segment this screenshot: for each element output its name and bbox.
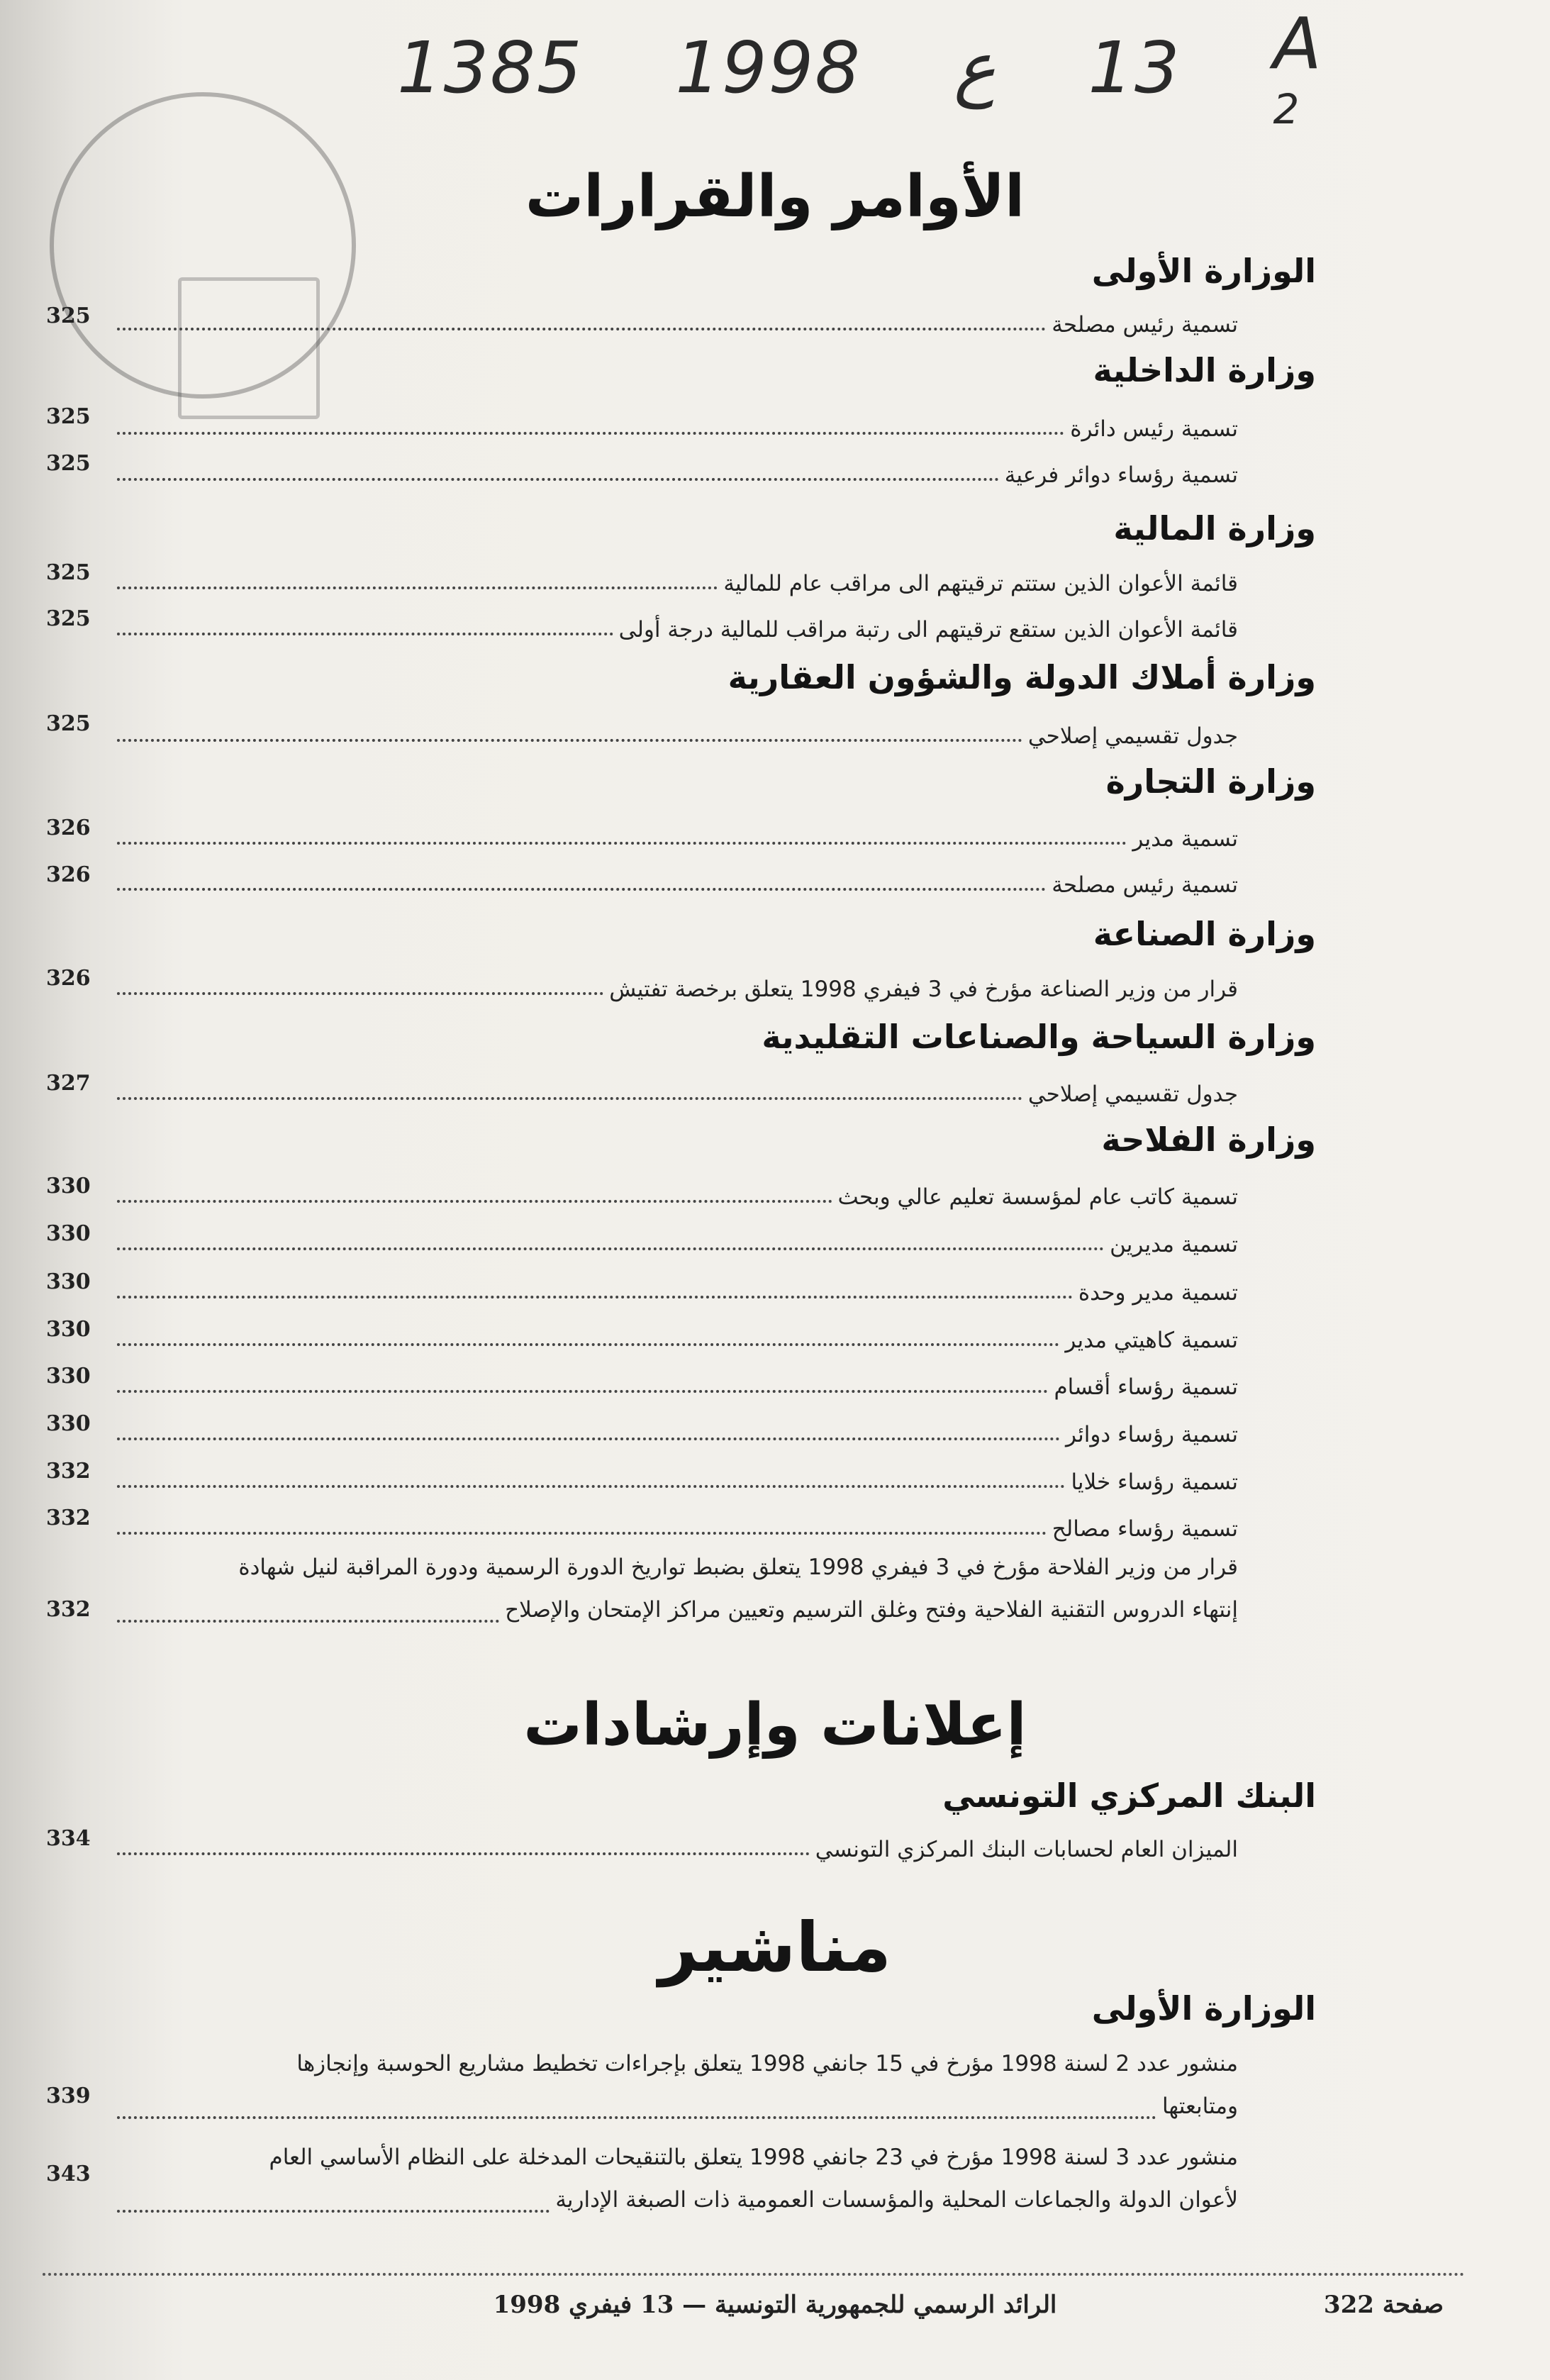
- toc-entry-multiline[interactable]: [117, 2136, 1238, 2221]
- section-heading-announcements: إعلانات وإرشادات: [523, 1691, 1027, 1759]
- toc-entry[interactable]: تسمية رئيس مصلحة: [117, 858, 1238, 898]
- toc-page-number: 325: [46, 451, 91, 476]
- handwritten-year: 1998: [675, 26, 862, 109]
- leader-dots: [117, 478, 999, 481]
- toc-page-number: 325: [46, 711, 91, 736]
- toc-page-number: 330: [46, 1317, 91, 1342]
- ministry-heading: الوزارة الأولى: [1091, 1989, 1316, 2028]
- toc-page-number: 330: [46, 1411, 91, 1436]
- toc-page-number: 332: [46, 1597, 91, 1622]
- footer-rule: [43, 2273, 1465, 2276]
- toc-entry[interactable]: قائمة الأعوان الذين ستتم ترقيتهم الى مراقب عام للمالية: [117, 557, 1238, 596]
- ministry-heading: وزارة الفلاحة: [1101, 1121, 1316, 1159]
- leader-dots: [117, 633, 613, 635]
- ministry-heading: وزارة الداخلية: [1093, 351, 1316, 389]
- leader-dots: [117, 1485, 1065, 1488]
- toc-page-number: 326: [46, 966, 91, 991]
- toc-page-number: 332: [46, 1459, 91, 1484]
- leader-dots: [117, 1343, 1059, 1346]
- leader-dots: [117, 432, 1064, 435]
- leader-dots: [117, 328, 1046, 330]
- leader-dots: [117, 842, 1127, 845]
- toc-entry-line: منشور عدد 3 لسنة 1998 مؤرخ في 23 جانفي 1998 يتعلق بالتنقيحات المدخلة على النظام الأساسي العام: [269, 2145, 1238, 2170]
- ministry-heading: البنك المركزي التونسي: [942, 1776, 1316, 1815]
- toc-entry-line: إنتهاء الدروس التقنية الفلاحية وفتح وغلق الترسيم وتعيين مراكز الإمتحان والإصلاح: [505, 1597, 1238, 1623]
- leader-dots: [117, 1200, 832, 1203]
- toc-page-number: 325: [46, 404, 91, 429]
- leader-dots: [117, 1852, 810, 1855]
- toc-entry-line: قرار من وزير الفلاحة مؤرخ في 3 فيفري 1998 يتعلق بضبط تواريخ الدورة الرسمية ودورة المراقبة لنيل شهادة: [238, 1555, 1238, 1580]
- ministry-heading: الوزارة الأولى: [1091, 252, 1316, 290]
- toc-entry[interactable]: قائمة الأعوان الذين ستقع ترقيتهم الى رتبة مراقب للمالية درجة أولى: [117, 603, 1238, 643]
- toc-page-number: 343: [46, 2162, 91, 2186]
- toc-entry-multiline[interactable]: [117, 1546, 1238, 1631]
- leader-dots: [117, 1532, 1047, 1535]
- page-footer: [0, 2291, 1550, 2333]
- toc-page-number: 325: [46, 304, 91, 328]
- leader-dots: [117, 1438, 1060, 1440]
- toc-entry[interactable]: جدول تقسيمي إصلاحي: [117, 709, 1238, 749]
- section-heading-orders: الأوامر والقرارات: [525, 163, 1025, 230]
- ministry-heading: وزارة التجارة: [1105, 762, 1316, 801]
- toc-page-number: 330: [46, 1174, 91, 1199]
- footer-publication: الرائد الرسمي للجمهورية التونسية — 13 فيفري 1998: [493, 2291, 1057, 2319]
- toc-entry[interactable]: تسمية رؤساء دوائر فرعية: [117, 448, 1238, 488]
- handwritten-month: ع: [953, 26, 996, 109]
- toc-entry[interactable]: تسمية رؤساء مصالح: [117, 1502, 1238, 1542]
- ministry-heading: وزارة المالية: [1113, 509, 1316, 547]
- toc-page-number: 334: [46, 1826, 91, 1851]
- toc-entry[interactable]: تسمية رؤساء خلايا: [117, 1455, 1238, 1495]
- toc-page-number: 327: [46, 1071, 91, 1096]
- handwritten-a: A 2: [1273, 1, 1323, 133]
- section-heading-circulars: مناشير: [659, 1908, 891, 1987]
- leader-dots: [117, 1097, 1022, 1100]
- leader-dots: [117, 1247, 1104, 1250]
- toc-entry[interactable]: تسمية كاتب عام لمؤسسة تعليم عالي وبحث: [117, 1170, 1238, 1210]
- leader-dots: [117, 586, 718, 589]
- handwritten-annotation: [397, 1, 1323, 133]
- toc-page-number: 325: [46, 560, 91, 585]
- toc-page-number: 326: [46, 862, 91, 887]
- toc-entry[interactable]: تسمية رؤساء أقسام: [117, 1360, 1238, 1400]
- toc-entry[interactable]: تسمية رؤساء دوائر: [117, 1408, 1238, 1447]
- handwritten-day: 13: [1088, 26, 1181, 109]
- toc-entry[interactable]: الميزان العام لحسابات البنك المركزي التونسي: [117, 1823, 1238, 1862]
- official-stamp: [50, 92, 356, 399]
- leader-dots: [117, 1296, 1073, 1299]
- ministry-heading: وزارة السياحة والصناعات التقليدية: [762, 1018, 1316, 1056]
- toc-entry[interactable]: تسمية رئيس دائرة: [117, 402, 1238, 442]
- toc-page-number: 326: [46, 816, 91, 840]
- toc-entry[interactable]: تسمية مدير وحدة: [117, 1266, 1238, 1306]
- footer-page-number: صفحة 322: [1323, 2291, 1444, 2319]
- toc-entry[interactable]: جدول تقسيمي إصلاحي: [117, 1067, 1238, 1107]
- leader-dots: [117, 1620, 499, 1623]
- toc-entry-multiline[interactable]: [117, 2042, 1238, 2128]
- toc-entry-line: لأعوان الدولة والجماعات المحلية والمؤسسات العمومية ذات الصبغة الإدارية: [555, 2187, 1238, 2213]
- leader-dots: [117, 739, 1022, 742]
- toc-page-number: 330: [46, 1364, 91, 1389]
- toc-page-number: 330: [46, 1221, 91, 1246]
- toc-page-number: 330: [46, 1269, 91, 1294]
- toc-entry[interactable]: تسمية مديرين: [117, 1218, 1238, 1257]
- leader-dots: [117, 2210, 550, 2213]
- toc-entry[interactable]: تسمية رئيس مصلحة: [117, 298, 1238, 338]
- toc-page-number: 332: [46, 1506, 91, 1530]
- toc-entry[interactable]: تسمية كاهيتي مدير: [117, 1313, 1238, 1353]
- toc-entry-line: ومتابعتها: [1161, 2093, 1238, 2119]
- toc-page-number: 325: [46, 606, 91, 631]
- leader-dots: [117, 888, 1046, 891]
- ministry-heading: وزارة الصناعة: [1093, 915, 1316, 953]
- toc-entry[interactable]: قرار من وزير الصناعة مؤرخ في 3 فيفري 1998 يتعلق برخصة تفتيش: [117, 962, 1238, 1002]
- toc-entry-line: منشور عدد 2 لسنة 1998 مؤرخ في 15 جانفي 1998 يتعلق بإجراءات تخطيط مشاريع الحوسبة وإنجازها: [296, 2051, 1238, 2076]
- toc-page-number: 339: [46, 2084, 91, 2108]
- leader-dots: [117, 1390, 1048, 1393]
- ministry-heading: وزارة أملاك الدولة والشؤون العقارية: [727, 658, 1316, 696]
- handwritten-number: 1385: [397, 26, 584, 109]
- leader-dots: [117, 2116, 1156, 2119]
- toc-entry[interactable]: تسمية مدير: [117, 812, 1238, 852]
- leader-dots: [117, 992, 603, 995]
